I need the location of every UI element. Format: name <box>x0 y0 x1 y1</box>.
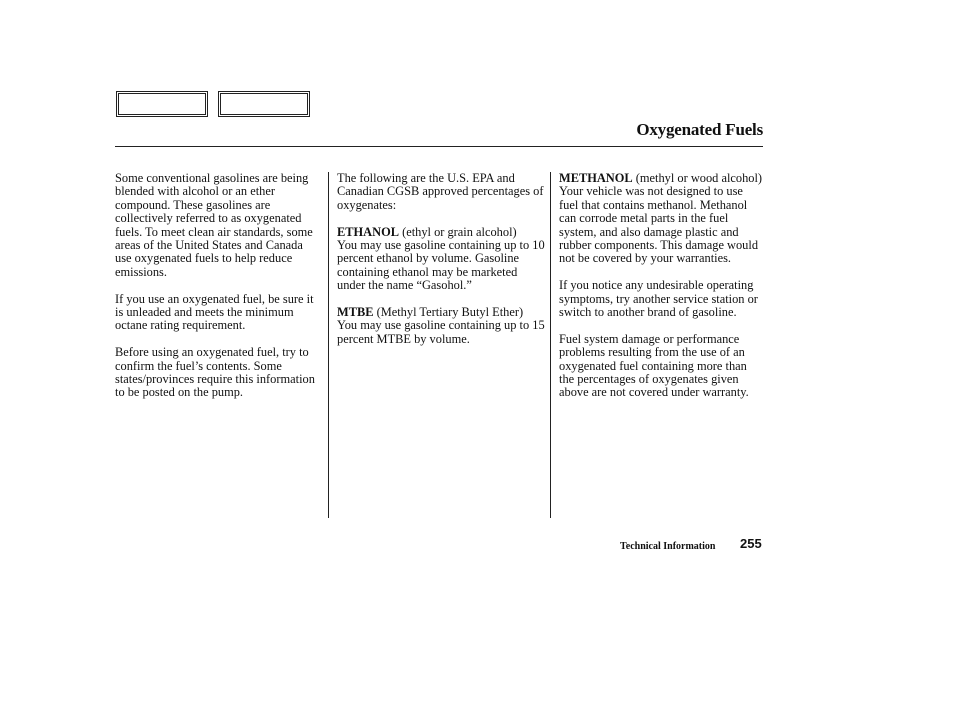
column-divider-2 <box>550 172 551 518</box>
methanol-desc: (methyl or wood alcohol) <box>632 171 763 185</box>
ethanol-desc: (ethyl or grain alcohol) <box>398 224 517 239</box>
nav-tab-1[interactable] <box>116 91 208 117</box>
mtbe-desc: (Methyl Tertiary Butyl Ether) <box>373 305 524 320</box>
methanol-section <box>559 172 764 266</box>
title-rule <box>115 146 763 147</box>
page-number: 255 <box>740 536 762 551</box>
symptoms-paragraph: If you notice any undesirable operating symptoms, try another service station or switch to another brand of gasoline. <box>559 278 758 320</box>
ethanol-section <box>337 226 545 293</box>
mtbe-section <box>337 306 545 346</box>
mtbe-term: MTBE <box>337 305 374 320</box>
oxygenates-intro: The following are the U.S. EPA and Canadian CGSB approved percentages of oxygenates: <box>337 171 544 212</box>
intro-paragraph: Some conventional gasolines are being blended with alcohol or an ether compound. These gasolines are collectively referred to as oxygenated fuels. To meet clean air standards, some areas of the United States and Canada use oxygenated fuels to help reduce emissions. <box>115 171 313 279</box>
footer-section-label: Technical Information <box>620 541 716 552</box>
methanol-text: Your vehicle was not designed to use fuel that contains methanol. Methanol can corrode metal parts in the fuel system, and also damage plastic and rubber components. This damage would not be covered by your warranties. <box>559 184 759 266</box>
column-2 <box>337 172 545 360</box>
ethanol-text: You may use gasoline containing up to 10 percent ethanol by volume. Gasoline containing ethanol may be marketed under the name “Gasohol.” <box>337 238 545 293</box>
ethanol-term: ETHANOL <box>337 224 399 239</box>
methanol-term: METHANOL <box>559 171 633 185</box>
column-3 <box>559 172 764 413</box>
mtbe-text: You may use gasoline containing up to 15 percent MTBE by volume. <box>337 318 545 346</box>
confirm-contents-paragraph: Before using an oxygenated fuel, try to confirm the fuel’s contents. Some states/provinces require this information to be posted on the pump. <box>115 345 315 400</box>
warranty-paragraph: Fuel system damage or performance problems resulting from the use of an oxygenated fuel containing more than the percentages of oxygenates given above are not covered under warranty. <box>559 331 749 400</box>
column-1 <box>115 172 321 413</box>
column-divider-1 <box>328 172 329 518</box>
unleaded-paragraph: If you use an oxygenated fuel, be sure it is unleaded and meets the minimum octane rating requirement. <box>115 291 314 333</box>
page-title: Oxygenated Fuels <box>636 120 763 139</box>
nav-tab-2[interactable] <box>218 91 310 117</box>
